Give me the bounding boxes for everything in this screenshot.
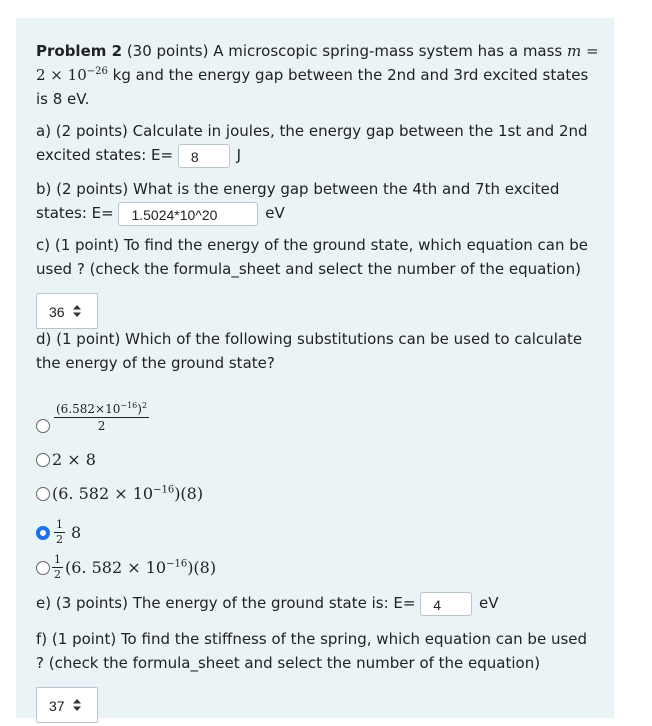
part-f-text-2: ? (check the formula_sheet and select the number of the equation)	[36, 654, 541, 672]
part-a-unit: J	[236, 146, 242, 164]
problem-statement	[36, 39, 599, 111]
option-5-radio[interactable]	[36, 561, 50, 575]
option-5-fraction: $\frac{1}{2}$	[54, 553, 61, 581]
problem-intro-a: A microscopic spring-mass system has a mass	[213, 42, 563, 60]
part-b-text-1: b) (2 points) What is the energy gap between the 4th and 7th excited	[36, 180, 560, 198]
part-b-answer-input[interactable]: 1.5024*10^20	[118, 202, 258, 226]
option-1-radio[interactable]	[36, 419, 50, 433]
part-c	[36, 233, 592, 320]
part-c-text-1: c) (1 point) To find the energy of the ground state, which equation can be	[36, 236, 588, 254]
part-f-equation-select[interactable]	[36, 687, 98, 723]
part-a-text-2: excited states: E=	[36, 146, 174, 164]
problem-title: Problem 2	[36, 42, 123, 60]
part-f-selected-value: 37	[49, 698, 65, 714]
part-c-text-2: used ? (check the formula_sheet and select the number of the equation)	[36, 260, 581, 278]
problem-points: (30 points)	[126, 42, 209, 60]
part-e-text: e) (3 points) The energy of the ground state is: E=	[36, 594, 416, 612]
part-b-text-2: states: E=	[36, 204, 114, 222]
option-2-label: 2 × 8	[52, 450, 96, 469]
part-e-answer-input[interactable]: 4	[420, 592, 472, 616]
problem-intro-c: is 8 eV.	[36, 90, 90, 108]
option-4-radio-selected[interactable]	[36, 526, 50, 540]
option-3[interactable]	[36, 482, 203, 506]
option-5[interactable]	[36, 553, 216, 582]
part-a-answer-input[interactable]: 8	[178, 144, 230, 168]
option-4-label: 8	[71, 522, 82, 542]
mass-unit: kg	[112, 66, 131, 84]
option-3-label: (6. $582 \times 10^{-16})(8)$	[52, 484, 204, 503]
option-5-label: (6. $582 \times 10^{-16})(8)$	[65, 557, 217, 577]
part-d-text-2: the energy of the ground state?	[36, 354, 275, 372]
mass-equals: =	[586, 42, 599, 60]
mass-exponent: −26	[86, 66, 108, 77]
option-1-fraction: $\frac{(6.582\times 10^{-16})^2}{2}$	[56, 401, 148, 433]
part-b	[36, 177, 592, 227]
part-a	[36, 119, 592, 169]
mass-coefficient: 2 × 10	[36, 66, 87, 84]
option-3-radio[interactable]	[36, 487, 50, 501]
part-a-text-1: a) (2 points) Calculate in joules, the energy gap between the 1st and 2nd	[36, 122, 588, 140]
option-1[interactable]	[36, 401, 149, 434]
part-c-equation-select[interactable]	[36, 293, 98, 329]
part-b-unit: eV	[265, 204, 285, 222]
problem-intro-b: and the energy gap between the 2nd and 3rd excited states	[135, 66, 589, 84]
part-f-text-1: f) (1 point) To find the stiffness of the spring, which equation can be used	[36, 630, 588, 648]
option-4-fraction: $\frac{1}{2}$	[56, 518, 63, 546]
question-card	[16, 18, 614, 718]
part-d-text-1: d) (1 point) Which of the following substitutions can be used to calculate	[36, 330, 583, 348]
updown-chevron-icon	[73, 690, 81, 726]
part-e	[36, 591, 592, 617]
option-2-radio[interactable]	[36, 453, 50, 467]
mass-symbol: m	[567, 42, 582, 60]
option-4[interactable]	[36, 518, 81, 547]
option-2[interactable]	[36, 448, 96, 472]
part-c-selected-value: 36	[49, 304, 65, 320]
part-f	[36, 627, 592, 714]
part-e-unit: eV	[479, 594, 499, 612]
part-d	[36, 327, 592, 375]
